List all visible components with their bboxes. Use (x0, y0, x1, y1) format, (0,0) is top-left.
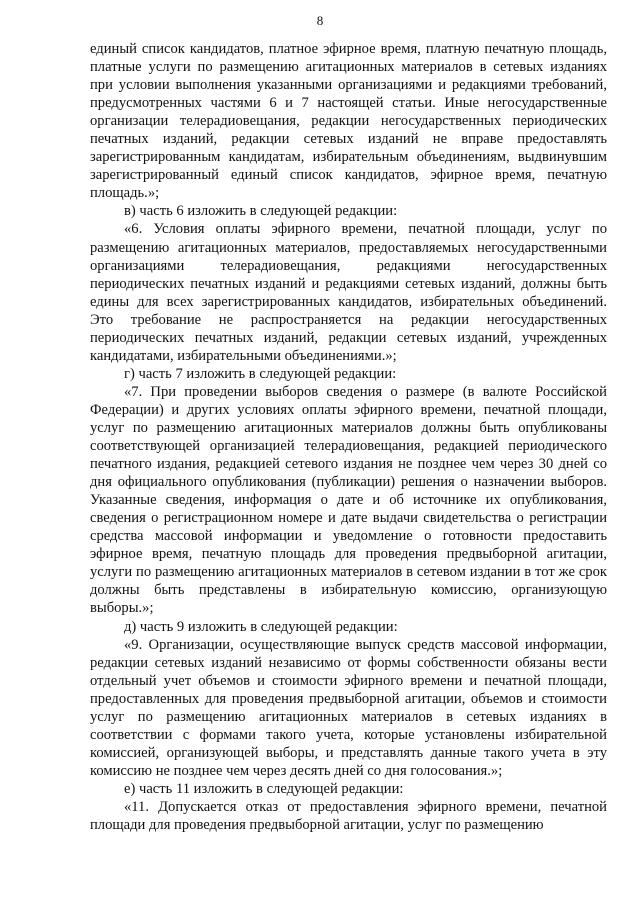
paragraph: е) часть 11 изложить в следующей редакции: (124, 780, 404, 797)
paragraph: «7. При проведении выборов сведения о размере (в валюте Российской Федерации) и других условиях оплаты эфирного времени, печатной площади, услуг по размещению агитационных материалов должны быть опубликованы соответствующей организацией телерадиовещания, редакцией периодического печатного издания, редакцией сетевого издания не позднее чем через 30 дней со дня официального опубликования (публикации) решения о назначении выборов. Указанные сведения, информация о дате и об источнике их опубликования, сведения о регистрационном номере и дате выдачи свидетельства о регистрации средства массовой информации и уведомление о готовности предоставить эфирное время, печатную площадь для проведения предвыборной агитации, услуги по размещению агитационных материалов в сетевом издании в тот же срок должны быть представлены в избирательную комиссию, организующую выборы.»; (90, 383, 607, 617)
paragraph: г) часть 7 изложить в следующей редакции: (124, 365, 397, 382)
paragraph: «11. Допускается отказ от предоставления эфирного времени, печатной площади для проведения предвыборной агитации, услуг по размещению (90, 798, 607, 834)
page-number: 8 (316, 13, 324, 28)
paragraph: единый список кандидатов, платное эфирное время, платную печатную площадь, платные услуги по размещению агитационных материалов в сетевых изданиях при условии выполнения указанными организациями и редакциями требований, предусмотренных частями 6 и 7 настоящей статьи. Иные негосударственные организации телерадиовещания, редакции негосударственных периодических печатных изданий, редакции сетевых изданий не вправе предоставлять зарегистрированным кандидатам, избирательным объединениям, выдвинувшим зарегистрированный единый список кандидатов, эфирное время, печатную площадь.»; (90, 41, 607, 202)
paragraph: в) часть 6 изложить в следующей редакции: (124, 203, 398, 220)
paragraph: д) часть 9 изложить в следующей редакции: (124, 618, 398, 635)
document-body (90, 40, 607, 834)
paragraph: «9. Организации, осуществляющие выпуск средств массовой информации, редакции сетевых изданий независимо от формы собственности обязаны вести отдельный учет объемов и стоимости эфирного времени и печатной площади, предоставленных для проведения предвыборной агитации, объемов и стоимости услуг по размещению агитационных материалов в сетевых изданиях в соответствии с формами такого учета, которые установлены избирательной комиссией, организующей выборы, и представлять данные такого учета в эту комиссию не позднее чем через десять дней со дня голосования.»; (90, 636, 607, 779)
paragraph: «6. Условия оплаты эфирного времени, печатной площади, услуг по размещению агитационных материалов, предоставляемых негосударственными организациями телерадиовещания, редакциями негосударственных периодических печатных изданий и редакциями сетевых изданий, должны быть едины для всех зарегистрированных кандидатов, избирательных объединений. Это требование не распространяется на редакции негосударственных периодических печатных изданий, редакции сетевых изданий, учрежденных кандидатами, избирательными объединениями.»; (90, 221, 607, 364)
